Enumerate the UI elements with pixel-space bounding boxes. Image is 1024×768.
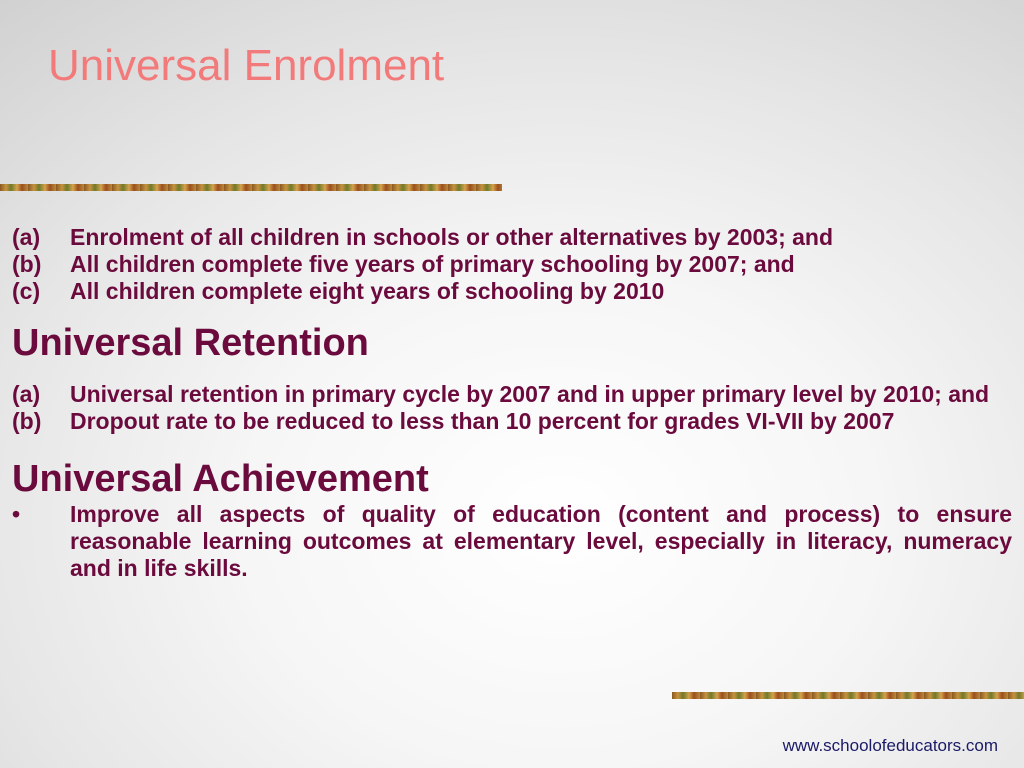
achievement-heading: Universal Achievement <box>12 458 429 500</box>
list-item-text: All children complete eight years of schooling by 2010 <box>70 278 665 304</box>
list-marker: (c) <box>12 278 41 304</box>
slide-body <box>12 224 1012 582</box>
list-marker: (a) <box>12 381 41 407</box>
list-item <box>12 224 1012 251</box>
bullet-marker: • <box>12 501 21 527</box>
list-item-text: All children complete five years of primary schooling by 2007; and <box>70 251 795 277</box>
list-item <box>12 278 1012 305</box>
decorative-rule-bottom <box>672 692 1024 699</box>
slide-title: Universal Enrolment <box>48 41 445 90</box>
list-item-text: Dropout rate to be reduced to less than 10 percent for grades VI-VII by 2007 <box>70 408 895 434</box>
list-item <box>12 408 1012 435</box>
footer-website: www.schoolofeducators.com <box>782 736 998 755</box>
list-item-text: Improve all aspects of quality of education (content and process) to ensure reasonable learning outcomes at elementary level, especially in literacy, numeracy and in life skills. <box>70 501 1012 581</box>
retention-heading: Universal Retention <box>12 322 369 364</box>
list-marker: (b) <box>12 408 42 434</box>
list-item <box>12 501 1012 582</box>
list-marker: (b) <box>12 251 42 277</box>
list-item <box>12 251 1012 278</box>
list-item <box>12 381 1012 408</box>
list-item-text: Enrolment of all children in schools or other alternatives by 2003; and <box>70 224 834 250</box>
list-item-text: Universal retention in primary cycle by 2007 and in upper primary level by 2010; and <box>70 381 990 407</box>
list-marker: (a) <box>12 224 41 250</box>
decorative-rule-top <box>0 184 502 191</box>
